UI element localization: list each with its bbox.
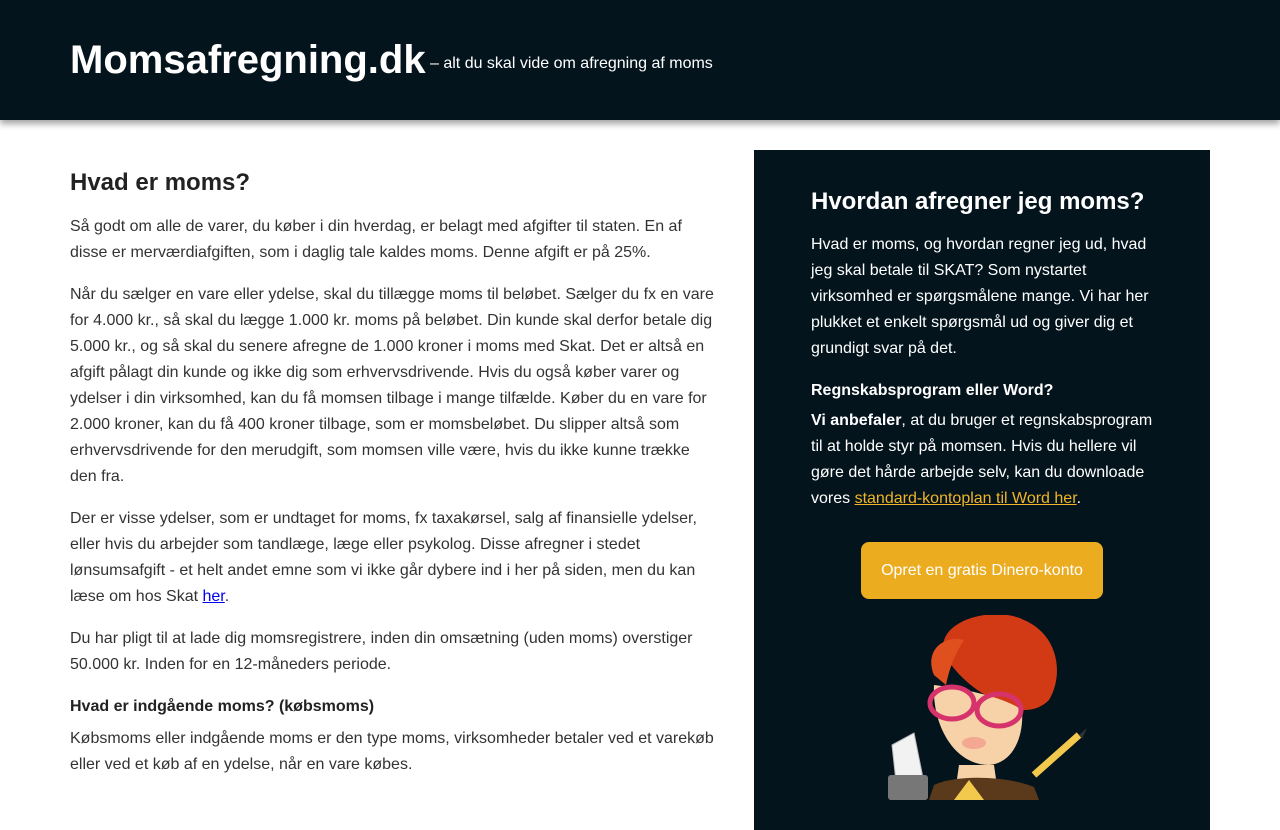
recommendation-text: , at du bruger et regnskabsprogram til at holde styr på momsen. Hvis du hellere vil gøre det hårde arbejde selv, kan du downloade vores (811, 412, 1153, 507)
intro-paragraph: Så godt om alle de varer, du køber i din hverdag, er belagt med afgifter til staten. En af disse er merværdiafgiften, som i daglig tale kaldes moms. Denne afgift er på 25%. (70, 218, 682, 261)
exemptions-end: . (224, 588, 230, 605)
sidebar-subheading: Regnskabsprogram eller Word? (811, 382, 1054, 399)
site-header (0, 0, 1280, 120)
recommendation-paragraph (811, 408, 1161, 512)
site-title-link[interactable]: Momsafregning.dk (70, 38, 426, 82)
input-vat-heading: Hvad er indgående moms? (købsmoms) (70, 698, 375, 715)
main-content (70, 160, 720, 794)
create-account-button[interactable]: Opret en gratis Dinero-konto (861, 542, 1103, 599)
site-tagline: – alt du skal vide om afregning af moms (430, 55, 713, 72)
sidebar (754, 150, 1210, 830)
exemptions-text: Der er visse ydelser, som er undtaget for moms, fx taxakørsel, salg af finansielle ydelser, eller hvis du arbejder som tandlæge, læge eller psykolog. Disse afregner i stedet lønsumsafgift - et helt andet emne som vi ikke går dybere ind i her på siden, men du kan læse om hos Skat (70, 510, 697, 605)
registration-paragraph: Du har pligt til at lade dig momsregistrere, inden din omsætning (uden moms) overstiger 50.000 kr. Inden for en 12-måneders periode. (70, 630, 693, 673)
page-heading: Hvad er moms? (70, 169, 251, 196)
sidebar-content (811, 184, 1161, 528)
sidebar-heading: Hvordan afregner jeg moms? (811, 188, 1145, 215)
sidebar-intro: Hvad er moms, og hvordan regner jeg ud, hvad jeg skal betale til SKAT? Som nystartet virksomhed er spørgsmålene mange. Vi har her plukket et enkelt spørgsmål ud og giver dig et grundigt svar på det. (811, 236, 1149, 357)
recommendation-end: . (1076, 490, 1082, 507)
recommendation-bold: Vi anbefaler (811, 412, 902, 429)
word-template-link[interactable]: standard-kontoplan til Word her (854, 490, 1077, 507)
skat-link[interactable]: her (202, 588, 225, 605)
mascot-illustration (874, 615, 1094, 800)
explanation-paragraph: Når du sælger en vare eller ydelse, skal du tillægge moms til beløbet. Sælger du fx en vare for 4.000 kr., så skal du lægge 1.000 kr. moms på beløbet. Din kunde skal derfor betale dig 5.000 kr., og så skal du senere afregne de 1.000 kroner i moms med Skat. Det er altså en afgift pålagt din kunde og ikke dig som erhvervsdrivende. Hvis du også køber varer og ydelser i din virksomhed, kan du få momsen tilbage i mange tilfælde. Køber du en vare for 2.000 kroner, kan du få 400 kroner tilbage, som er momsbeløbet. Du slipper altså som erhvervsdrivende for den merudgift, som momsen ville være, hvis du ikke kunne trække den fra. (70, 286, 714, 485)
exemptions-paragraph (70, 506, 720, 610)
input-vat-paragraph: Købsmoms eller indgående moms er den type moms, virksomheder betaler ved et varekøb eller ved et køb af en ydelse, når en vare købes. (70, 730, 714, 773)
